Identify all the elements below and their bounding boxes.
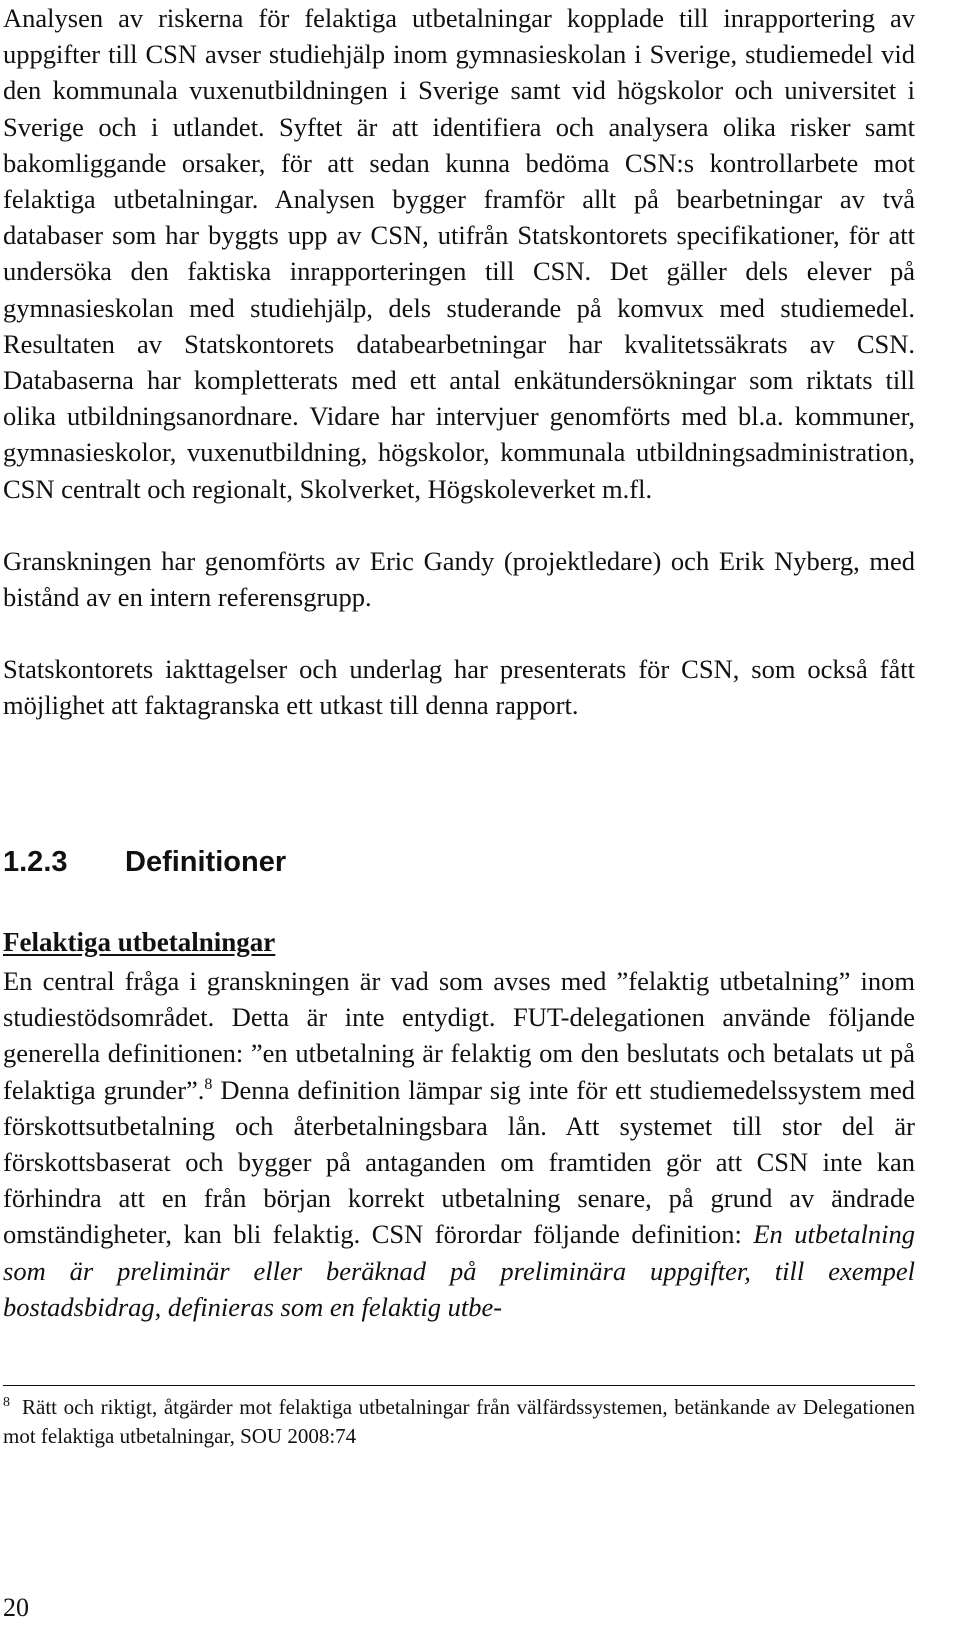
- paragraph-gap: [3, 507, 915, 543]
- definition-paragraph: [3, 963, 915, 1325]
- footnote-text: Rätt och riktigt, åtgärder mot felaktiga utbetalningar från välfärdssystemen, betänkande av Delegationen mot felaktiga utbetalningar, SOU 2008:74: [3, 1395, 915, 1448]
- definition-italic: En utbetalning som är preliminär eller beräknad på preliminära uppgifter, till exempel bostadsbidrag, definieras som en felaktig utbe-: [3, 1219, 915, 1322]
- footnote: [3, 1393, 915, 1451]
- paragraph-gap: [3, 615, 915, 651]
- intro-paragraph-2: Granskningen har genomförts av Eric Gandy (projektledare) och Erik Nyberg, med bistånd av en intern referensgrupp.: [3, 545, 915, 613]
- definition-text-a: En central fråga i granskningen är vad som avses med ”felaktig utbetalning” inom studiestödsområdet. Detta är inte entydigt. FUT-delegationen använde följande generella definitionen: ”en utbetalning är felaktig om den beslutats och betalats ut på felaktiga grunder”.: [3, 966, 915, 1105]
- intro-paragraph-1: Analysen av riskerna för felaktiga utbetalningar kopplade till inrapportering av uppgifter till CSN avser studiehjälp inom gymnasieskolan i Sverige, studiemedel vid den kommunala vuxenutbildningen i Sverige samt vid högskolor och universitet i Sverige och i utlandet. Syftet är att identifiera och analysera olika risker samt bakomliggande orsaker, för att sedan kunna bedöma CSN:s kontrollarbete mot felaktiga utbetalningar. Analysen bygger framför allt på bearbetningar av två databaser som har byggts upp av CSN, utifrån Statskontorets specifikationer, för att undersöka den faktiska inrapporteringen till CSN. Det gäller dels elever på gymnasieskolan med studiehjälp, dels studerande på komvux med studiemedel. Resultaten av Statskontorets databearbetningar har kvalitetssäkrats av CSN. Databaserna har kompletterats med ett antal enkätundersökningar som riktats till olika utbildningsanordnare. Vidare har intervjuer genomförts med bl.a. kommuner, gymnasieskolor, vuxenutbildning, högskolor, kommunala utbildningsadministration, CSN centralt och regionalt, Skolverket, Högskoleverket m.fl.: [3, 3, 915, 504]
- footnote-number: 8: [3, 1395, 10, 1410]
- footnote-divider: [3, 1385, 915, 1386]
- section-heading: [3, 846, 286, 879]
- definition-text-b: Denna definition lämpar sig inte för ett studiemedelssystem med förskottsutbetalning och återbetalningsbara lån. Att systemet till stor del är förskottsbaserat och bygger på antaganden om framtiden gör att CSN inte kan förhindra att en från början korrekt utbetalning senare, på grund av ändrade omständigheter, kan bli felaktig. CSN förordar följande definition:: [3, 1074, 915, 1250]
- document-page: [3, 0, 915, 1622]
- section-title: Definitioner: [125, 846, 287, 878]
- intro-paragraph-3: Statskontorets iakttagelser och underlag har presenterats för CSN, som också fått möjlighet att faktagranska ett utkast till denna rapport.: [3, 654, 915, 721]
- section-number: 1.2.3: [3, 846, 68, 878]
- subsection-heading: Felaktiga utbetalningar: [3, 927, 276, 957]
- footnote-reference: 8: [204, 1075, 213, 1093]
- page-number: 20: [3, 1593, 29, 1622]
